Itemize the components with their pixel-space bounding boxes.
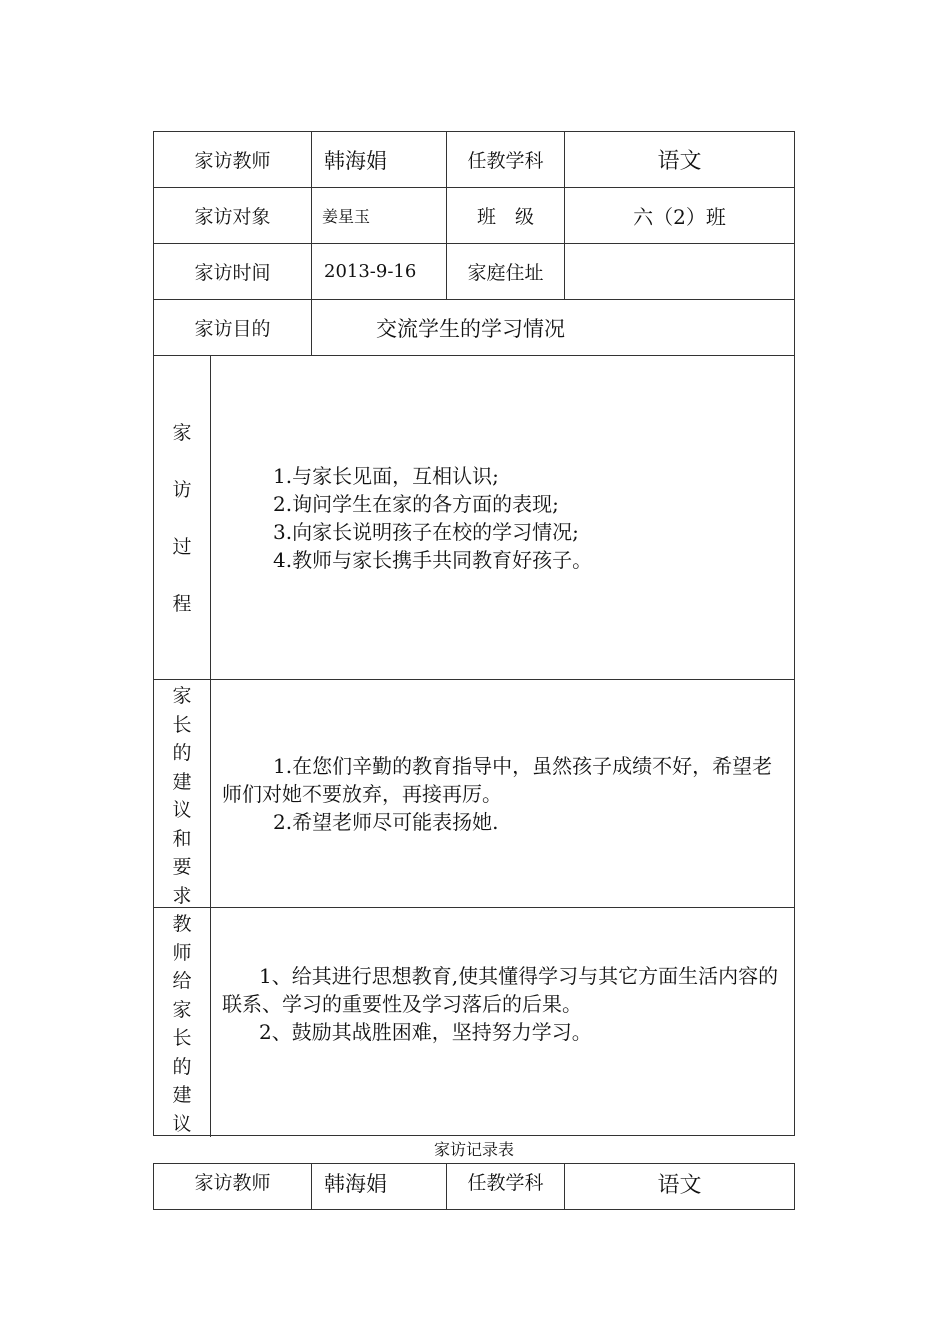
process-label-char: 家 bbox=[172, 422, 192, 444]
teacher-name-2: 韩海娟 bbox=[311, 1164, 446, 1209]
home-visit-table-2 bbox=[153, 1163, 795, 1210]
parent-label-char: 建 bbox=[172, 770, 192, 793]
table-caption: 家访记录表 bbox=[433, 1140, 514, 1159]
teacher-label-char: 长 bbox=[172, 1027, 192, 1049]
process-label-char: 访 bbox=[172, 479, 192, 501]
teacher-name: 韩海娟 bbox=[311, 132, 446, 187]
parent-label-char: 求 bbox=[172, 884, 192, 907]
label-subject-2: 任教学科 bbox=[446, 1164, 564, 1209]
teacher-suggestions-text bbox=[222, 962, 786, 1046]
home-visit-table bbox=[153, 131, 795, 1136]
teacher-label-char: 建 bbox=[172, 1084, 192, 1106]
target-name: 姜星玉 bbox=[311, 188, 446, 243]
row-process bbox=[154, 356, 794, 680]
row-target bbox=[154, 188, 794, 244]
label-address: 家庭住址 bbox=[446, 244, 564, 299]
subject-value-2: 语文 bbox=[564, 1164, 794, 1209]
label-class: 班 级 bbox=[446, 188, 564, 243]
parent-paragraph: 2.希望老师尽可能表扬她. bbox=[273, 810, 499, 834]
teacher-paragraph: 2、鼓励其战胜困难，坚持努力学习。 bbox=[259, 1020, 592, 1044]
label-time: 家访时间 bbox=[194, 262, 271, 284]
process-item: 1.与家长见面，互相认识; bbox=[273, 464, 499, 488]
teacher-label-char: 议 bbox=[172, 1112, 192, 1135]
teacher-label-char: 师 bbox=[172, 941, 192, 964]
parent-label-char: 要 bbox=[172, 856, 192, 878]
teacher-suggestions-content bbox=[211, 908, 794, 1137]
row-purpose bbox=[154, 300, 794, 356]
row-teacher bbox=[154, 132, 794, 188]
process-label-char: 程 bbox=[172, 593, 192, 615]
address-value bbox=[564, 244, 794, 299]
row-time bbox=[154, 244, 794, 300]
row-teacher-suggestions bbox=[154, 908, 794, 1137]
parent-label-char: 的 bbox=[172, 742, 192, 764]
teacher-label-char: 家 bbox=[172, 998, 192, 1021]
visit-date: 2013-9-16 bbox=[311, 244, 446, 299]
parent-label-char: 长 bbox=[172, 713, 192, 736]
teacher-label-char: 教 bbox=[172, 913, 192, 935]
parent-suggestions-label bbox=[154, 680, 211, 907]
label-subject: 任教学科 bbox=[446, 132, 564, 187]
process-content bbox=[211, 356, 794, 679]
teacher-paragraph: 1、给其进行思想教育,使其懂得学习与其它方面生活内容的联系、学习的重要性及学习落后的后果。 bbox=[222, 964, 779, 1016]
subject-value: 语文 bbox=[564, 132, 794, 187]
parent-suggestions-content bbox=[211, 680, 794, 907]
label-target: 家访对象 bbox=[194, 206, 271, 228]
process-item: 2.询问学生在家的各方面的表现; bbox=[273, 492, 559, 516]
label-teacher: 家访教师 bbox=[194, 150, 271, 172]
teacher-label-char: 的 bbox=[172, 1055, 192, 1078]
parent-label-char: 议 bbox=[172, 799, 192, 821]
teacher-label-char: 给 bbox=[172, 970, 192, 992]
parent-paragraph: 1.在您们辛勤的教育指导中，虽然孩子成绩不好，希望老师们对她不要放弃，再接再厉。 bbox=[222, 754, 773, 806]
parent-suggestions-text bbox=[222, 752, 786, 836]
parent-label-char: 和 bbox=[172, 827, 192, 850]
process-list bbox=[222, 462, 786, 574]
teacher-suggestions-label bbox=[154, 908, 211, 1137]
purpose-value: 交流学生的学习情况 bbox=[311, 300, 794, 355]
label-teacher-2: 家访教师 bbox=[194, 1172, 271, 1194]
process-label-char: 过 bbox=[172, 536, 192, 558]
process-item: 3.向家长说明孩子在校的学习情况; bbox=[273, 520, 579, 544]
class-value: 六（2）班 bbox=[564, 188, 794, 243]
label-purpose: 家访目的 bbox=[194, 318, 271, 340]
parent-label-char: 家 bbox=[172, 685, 192, 707]
row-parent-suggestions bbox=[154, 680, 794, 908]
process-label bbox=[154, 356, 211, 679]
process-item: 4.教师与家长携手共同教育好孩子。 bbox=[273, 548, 593, 572]
